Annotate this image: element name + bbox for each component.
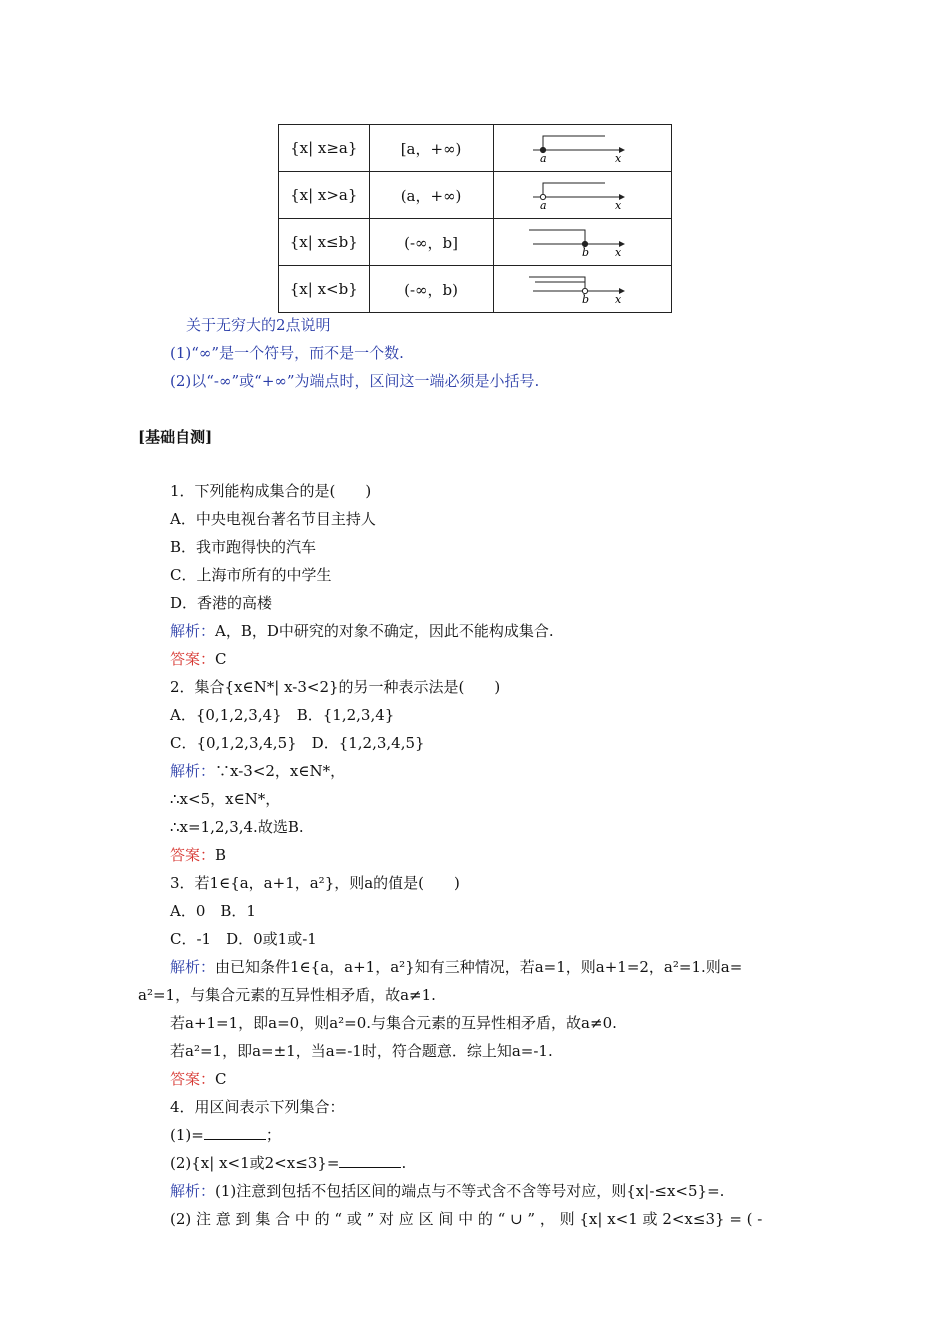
- q2-analysis: [170, 760, 345, 781]
- table-row: [279, 219, 672, 266]
- answer-blank: [204, 1125, 266, 1140]
- answer-label: 答案：: [170, 846, 216, 864]
- section-heading: [基础自测]: [138, 428, 213, 446]
- q3-analysis-2: a²=1，与集合元素的互异性相矛盾，故a≠1.: [138, 986, 436, 1004]
- tick-label: b: [582, 246, 590, 259]
- axis-label: x: [615, 152, 622, 165]
- interval-notation: (-∞，b): [369, 266, 493, 313]
- q4-analysis-2: (2) 注 意 到 集 合 中 的 “ 或 ” 对 应 区 间 中 的 “ ∪ ” ， 则 {x| x<1 或 2<x≤3} = ( -: [170, 1210, 763, 1228]
- q1-analysis: [170, 620, 554, 641]
- set-notation: {x| x<b}: [279, 266, 370, 313]
- table-row: [279, 125, 672, 172]
- analysis-text: 由已知条件1∈{a，a+1，a²}知有三种情况，若a=1，则a+1=2，a²=1.则a=: [215, 958, 743, 976]
- q2-stem: 2．集合{x∈N*| x-3<2}的另一种表示法是( ): [170, 678, 501, 696]
- q4-analysis: [170, 1180, 724, 1201]
- q2-options-ab: A．{0,1,2,3,4} B．{1,2,3,4}: [170, 706, 395, 724]
- number-line-cell: [493, 219, 671, 266]
- interval-notation: (-∞，b]: [369, 219, 493, 266]
- analysis-label: 解析：: [170, 762, 216, 780]
- q4-stem: 4．用区间表示下列集合：: [170, 1098, 345, 1116]
- q4-part-2: [170, 1152, 406, 1173]
- interval-notation: (a，+∞): [369, 172, 493, 219]
- tick-label: a: [540, 199, 547, 212]
- set-notation: {x| x≤b}: [279, 219, 370, 266]
- set-notation: {x| x≥a}: [279, 125, 370, 172]
- q2-options-cd: C．{0,1,2,3,4,5} D．{1,2,3,4,5}: [170, 734, 425, 752]
- analysis-text: A，B，D中研究的对象不确定，因此不能构成集合.: [215, 622, 554, 640]
- axis-label: x: [615, 246, 622, 259]
- number-line-diagram: [527, 222, 637, 262]
- q3-options-ab: A．0 B．1: [170, 902, 256, 920]
- range-bracket: [543, 136, 605, 150]
- number-line-diagram: [527, 175, 637, 215]
- part-end: ；: [265, 1126, 281, 1144]
- answer-text: B: [215, 846, 227, 864]
- note-1: (1)“∞”是一个符号，而不是一个数.: [170, 344, 404, 362]
- part-end: .: [401, 1154, 407, 1172]
- note-title: 关于无穷大的2点说明: [186, 316, 331, 334]
- analysis-text: (1)注意到包括不包括区间的端点与不等式含不含等号对应，则{x|-≤x<5}=.: [215, 1182, 725, 1200]
- analysis-label: 解析：: [170, 1182, 216, 1200]
- table-row: [279, 266, 672, 313]
- q2-analysis-3: ∴x=1,2,3,4.故选B.: [170, 818, 304, 836]
- table-row: [279, 172, 672, 219]
- part-text: (2){x| x<1或2<x≤3}=: [170, 1154, 340, 1172]
- q3-stem: 3．若1∈{a，a+1，a²}，则a的值是( ): [170, 874, 460, 892]
- number-line-diagram: [527, 269, 637, 309]
- q4-part-1: [170, 1124, 281, 1145]
- q3-analysis-4: 若a²=1，即a=±1，当a=-1时，符合题意．综上知a=-1.: [170, 1042, 553, 1060]
- q3-analysis-3: 若a+1=1，即a=0，则a²=0.与集合元素的互异性相矛盾，故a≠0.: [170, 1014, 617, 1032]
- answer-text: C: [215, 1070, 227, 1088]
- q1-option-c: C．上海市所有的中学生: [170, 566, 332, 584]
- answer-blank: [339, 1153, 401, 1168]
- q2-answer: [170, 844, 226, 865]
- tick-label: a: [540, 152, 547, 165]
- q1-option-d: D．香港的高楼: [170, 594, 273, 612]
- part-text: (1)=: [170, 1126, 204, 1144]
- range-bracket: [543, 183, 605, 197]
- number-line-diagram: [527, 128, 637, 168]
- range-bracket: [529, 277, 585, 291]
- analysis-label: 解析：: [170, 622, 216, 640]
- note-2: (2)以“-∞”或“+∞”为端点时，区间这一端必须是小括号.: [170, 372, 540, 390]
- interval-notation: [a，+∞): [369, 125, 493, 172]
- axis-label: x: [615, 293, 622, 306]
- answer-label: 答案：: [170, 1070, 216, 1088]
- q3-answer: [170, 1068, 227, 1089]
- q1-answer: [170, 648, 227, 669]
- interval-table: [278, 124, 672, 313]
- number-line-cell: [493, 172, 671, 219]
- answer-label: 答案：: [170, 650, 216, 668]
- number-line-cell: [493, 125, 671, 172]
- q2-analysis-2: ∴x<5，x∈N*，: [170, 790, 281, 808]
- tick-label: b: [582, 293, 590, 306]
- number-line-cell: [493, 266, 671, 313]
- axis-label: x: [615, 199, 622, 212]
- analysis-label: 解析：: [170, 958, 216, 976]
- q1-option-a: A．中央电视台著名节目主持人: [170, 510, 376, 528]
- analysis-text: ∵x-3<2，x∈N*，: [215, 762, 346, 780]
- q3-options-cd: C．-1 D．0或1或-1: [170, 930, 317, 948]
- range-bracket: [529, 230, 585, 244]
- q1-stem: 1．下列能构成集合的是( ): [170, 482, 372, 500]
- q3-analysis: [170, 956, 742, 977]
- answer-text: C: [215, 650, 227, 668]
- q1-option-b: B．我市跑得快的汽车: [170, 538, 317, 556]
- set-notation: {x| x>a}: [279, 172, 370, 219]
